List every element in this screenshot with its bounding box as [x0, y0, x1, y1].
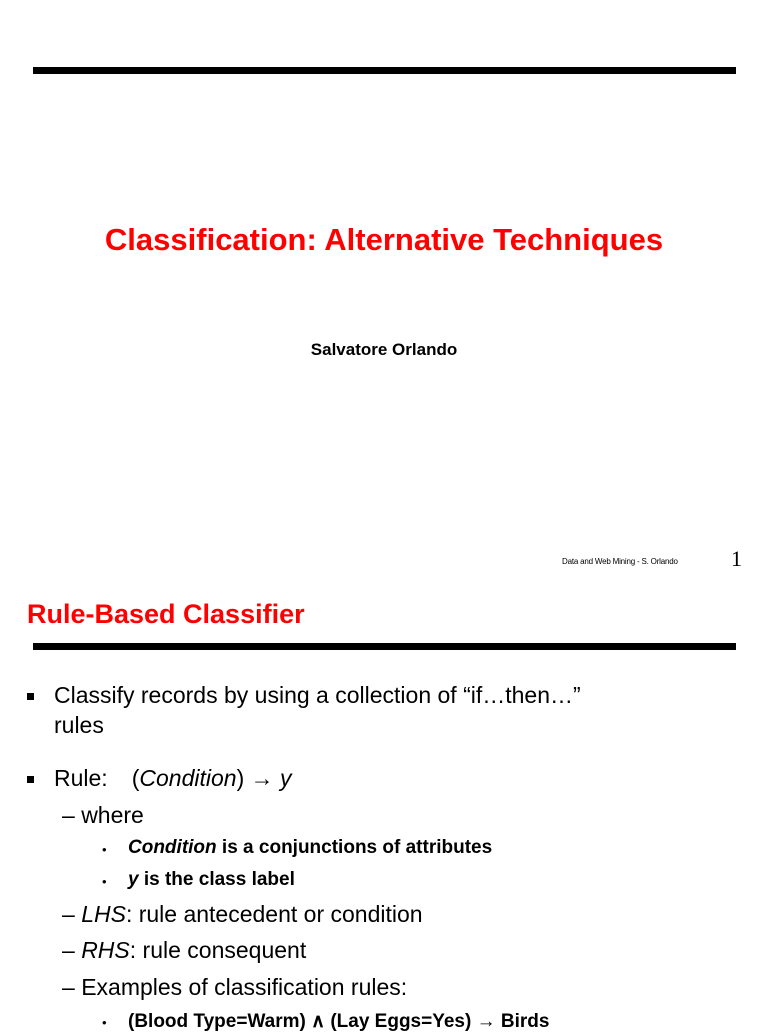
- title-divider: [33, 643, 736, 650]
- dot-bullet-icon: •: [102, 842, 107, 857]
- sub-item-rhs: [62, 937, 306, 964]
- rule-label: Rule:: [54, 765, 108, 791]
- sub-item-text: where: [81, 802, 144, 828]
- rule-based-classifier-slide: [0, 585, 768, 1032]
- bullet-text-continued: rules: [54, 712, 104, 738]
- author-name: Salvatore Orlando: [310, 340, 458, 359]
- bullet-text: Classify records by using a collection of “if…then…”: [54, 682, 581, 708]
- dash-icon: –: [62, 901, 75, 927]
- sub-item-text: Examples of classification rules:: [81, 974, 408, 1000]
- square-bullet-icon: [27, 776, 34, 783]
- square-bullet-icon: [27, 693, 34, 700]
- top-divider: [33, 67, 736, 74]
- class-variable: y: [280, 765, 292, 791]
- slide-title: Rule-Based Classifier: [27, 599, 305, 629]
- dot-bullet-icon: •: [102, 874, 107, 889]
- description: : rule antecedent or condition: [125, 901, 423, 927]
- sub-item-where: [62, 802, 144, 829]
- term: Condition: [128, 837, 217, 858]
- condition-description: [128, 837, 492, 859]
- sub-item-examples: [62, 974, 407, 1001]
- dash-icon: –: [62, 937, 75, 963]
- arrow-right-icon: →: [250, 765, 274, 791]
- condition-term: Condition: [139, 765, 237, 791]
- slide-title: Classification: Alternative Techniques: [104, 222, 664, 257]
- dash-icon: –: [62, 802, 75, 828]
- term: RHS: [81, 937, 130, 963]
- description: is the class label: [138, 869, 295, 890]
- paren-close: ): [236, 765, 245, 791]
- description: is a conjunctions of attributes: [216, 837, 493, 858]
- slide-footer: Data and Web Mining - S. Orlando: [562, 557, 678, 566]
- dot-bullet-icon: •: [102, 1015, 107, 1030]
- term: LHS: [81, 901, 126, 927]
- term: y: [128, 869, 139, 890]
- rule-definition: [54, 765, 292, 792]
- description: : rule consequent: [129, 937, 307, 963]
- example-rule: (Blood Type=Warm) ∧ (Lay Eggs=Yes) → Birds: [128, 1011, 550, 1032]
- sub-item-lhs: [62, 901, 423, 928]
- page-number: 1: [731, 546, 742, 571]
- y-description: [128, 869, 295, 891]
- dash-icon: –: [62, 974, 75, 1000]
- paren-open: (: [131, 765, 140, 791]
